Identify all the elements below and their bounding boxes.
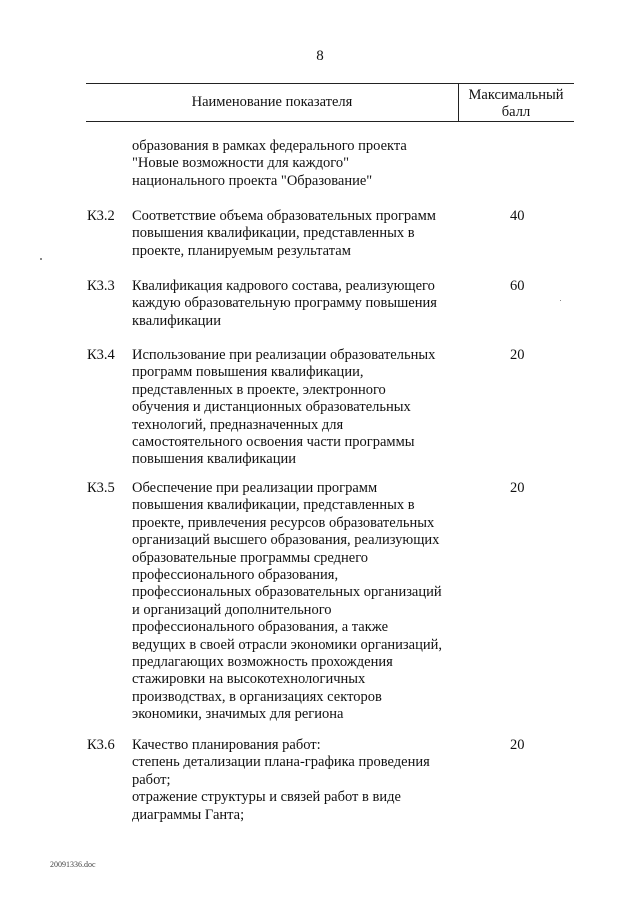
row-line: Квалификация кадрового состава, реализующего: [132, 278, 435, 294]
row-line: представленных в проекте, электронного: [132, 381, 386, 398]
row-code: К3.5: [87, 480, 115, 496]
row-line: образовательные программы среднего: [132, 549, 369, 566]
header-max-score-line1: Максимальный: [468, 87, 564, 103]
row-line: квалификации: [132, 312, 221, 329]
header-max-score-line2: балл: [501, 104, 531, 121]
row-line: диаграммы Ганта;: [132, 806, 245, 823]
header-top-rule: [86, 83, 574, 84]
row-description: [132, 480, 462, 724]
row-score: 60: [510, 278, 525, 294]
row-code: К3.6: [87, 737, 115, 753]
row-line: производствах, в организациях секторов: [132, 688, 382, 705]
row-line: стажировки на высокотехнологичных: [132, 671, 366, 688]
row-line: проекте, планируемым результатам: [132, 242, 351, 259]
row-description: [132, 278, 462, 330]
row-line: повышения квалификации: [132, 451, 296, 468]
continuation-line: национального проекта "Образование": [132, 172, 373, 189]
row-line: обучения и дистанционных образовательных: [132, 399, 411, 416]
scan-speck: [40, 258, 42, 260]
row-line: предлагающих возможность прохождения: [132, 654, 393, 671]
row-code: К3.3: [87, 278, 115, 294]
row-code: К3.2: [87, 208, 115, 224]
row-line: повышения квалификации, представленных в: [132, 225, 415, 242]
continuation-line: "Новые возможности для каждого": [132, 155, 349, 172]
row-score: 20: [510, 347, 525, 363]
row-line: Качество планирования работ:: [132, 737, 321, 753]
row-line: степень детализации плана-графика проведения: [132, 754, 430, 771]
row-line: самостоятельного освоения части программы: [132, 434, 415, 451]
row-line: Использование при реализации образовательных: [132, 347, 436, 363]
row-description: [132, 737, 462, 824]
row-description: [132, 208, 462, 260]
row-line: Соответствие объема образовательных программ: [132, 208, 436, 224]
scan-speck: [560, 300, 561, 301]
row-line: технологий, предназначенных для: [132, 416, 344, 433]
row-line: профессиональных образовательных организаций: [132, 584, 442, 601]
row-line: профессионального образования,: [132, 567, 339, 584]
row-line: организаций высшего образования, реализующих: [132, 532, 440, 549]
continuation-line: образования в рамках федерального проекта: [132, 138, 407, 154]
row-line: повышения квалификации, представленных в: [132, 497, 415, 514]
row-line: каждую образовательную программу повышения: [132, 295, 437, 312]
header-indicator-name: Наименование показателя: [191, 94, 353, 110]
row-score: 20: [510, 737, 525, 753]
footer-filename: 20091336.doc: [50, 860, 96, 869]
row-line: работ;: [132, 771, 171, 788]
row-description: [132, 347, 462, 469]
header-max-score: [458, 87, 574, 122]
row-line: отражение структуры и связей работ в виде: [132, 789, 401, 806]
row-line: профессионального образования, а также: [132, 619, 389, 636]
row-line: программ повышения квалификации,: [132, 364, 364, 381]
continuation-text: [132, 138, 462, 190]
row-score: 20: [510, 480, 525, 496]
row-score: 40: [510, 208, 525, 224]
row-line: проекте, привлечения ресурсов образовательных: [132, 514, 435, 531]
page-number: 8: [316, 48, 324, 64]
row-line: ведущих в своей отрасли экономики организаций,: [132, 636, 443, 653]
row-line: экономики, значимых для региона: [132, 706, 344, 723]
row-line: и организаций дополнительного: [132, 601, 332, 618]
row-line: Обеспечение при реализации программ: [132, 480, 378, 496]
row-code: К3.4: [87, 347, 115, 363]
